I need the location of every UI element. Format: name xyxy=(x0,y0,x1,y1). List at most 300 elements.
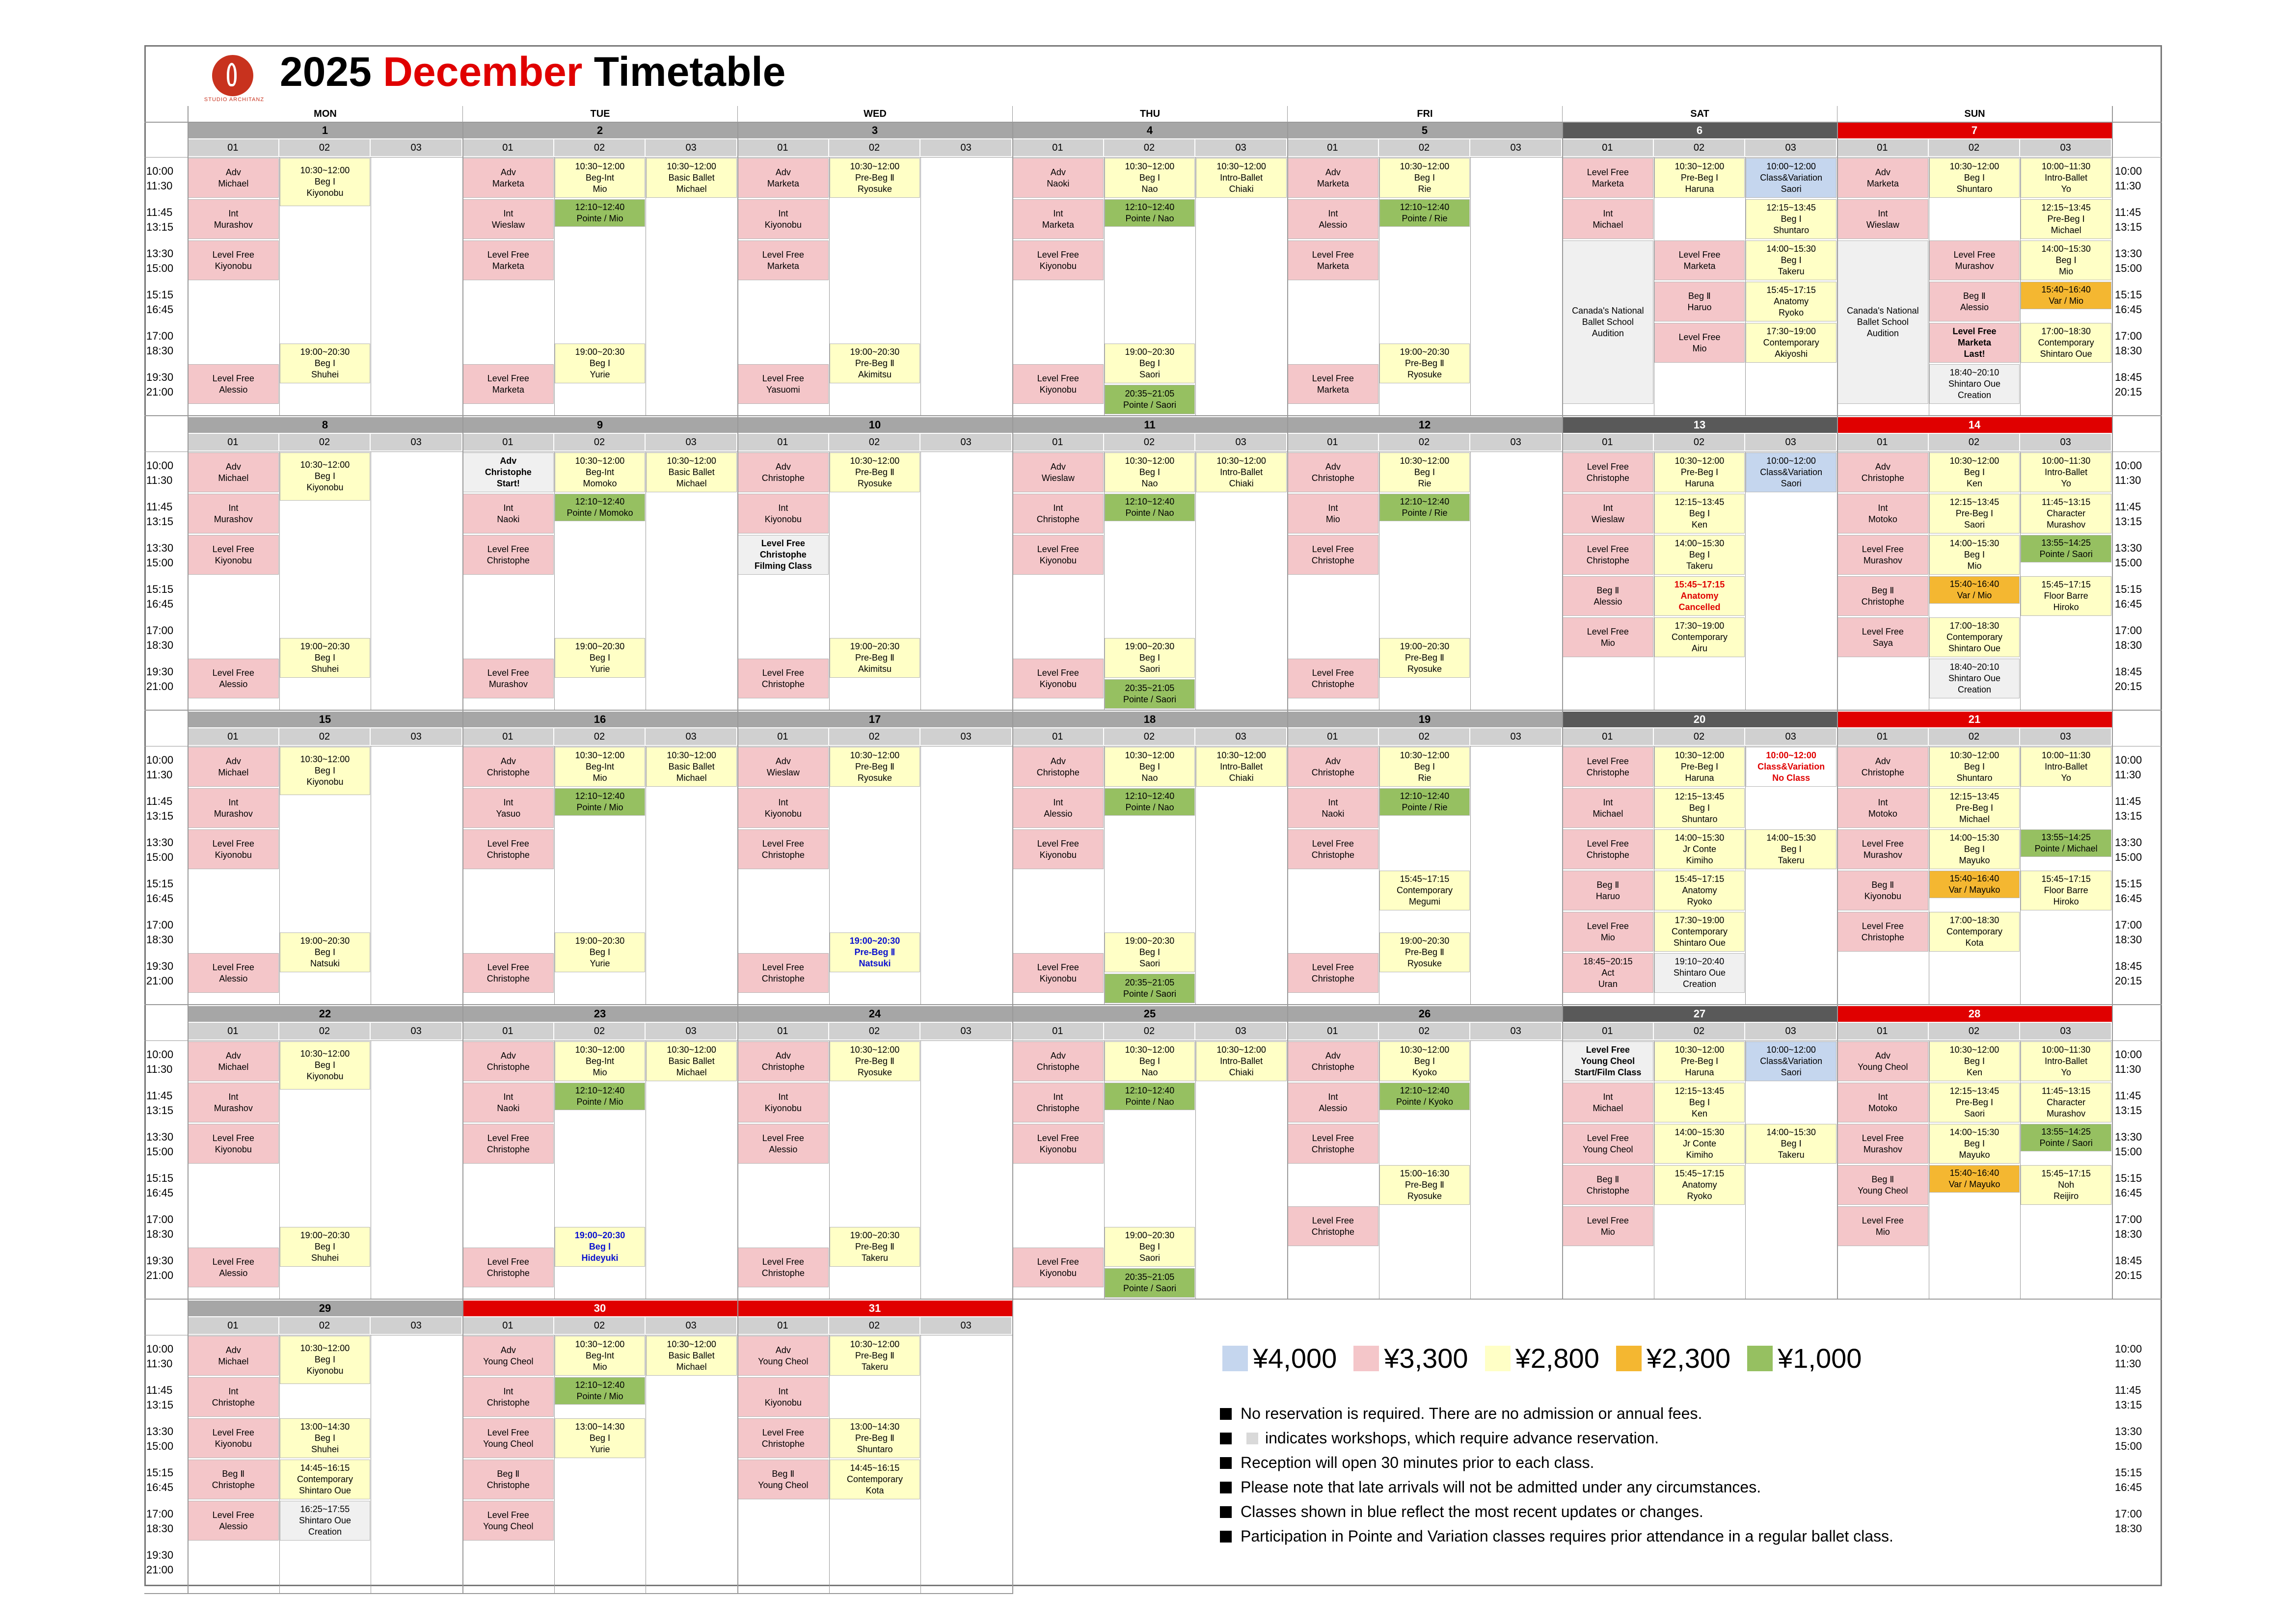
class-cell[interactable] xyxy=(1563,747,1653,787)
class-cell[interactable] xyxy=(2021,871,2111,910)
class-cell[interactable] xyxy=(1288,199,1378,239)
class-cell[interactable] xyxy=(463,364,554,404)
class-cell[interactable] xyxy=(555,747,646,787)
class-cell[interactable] xyxy=(830,1227,920,1267)
class-cell[interactable] xyxy=(188,199,279,239)
class-cell[interactable] xyxy=(1379,1041,1470,1081)
class-cell[interactable] xyxy=(1013,953,1104,993)
class-cell[interactable] xyxy=(1654,871,1745,910)
class-cell[interactable] xyxy=(830,1418,920,1458)
class-cell[interactable] xyxy=(1288,829,1378,869)
class-cell[interactable] xyxy=(738,788,829,828)
class-cell[interactable] xyxy=(463,199,554,239)
class-line: Kiyonobu xyxy=(764,514,802,524)
class-cell[interactable] xyxy=(1837,912,1928,952)
class-cell[interactable] xyxy=(1196,158,1287,198)
class-cell[interactable] xyxy=(1746,829,1837,869)
class-line: Pointe / Mio xyxy=(576,802,623,812)
class-cell[interactable] xyxy=(1837,617,1928,657)
class-cell[interactable] xyxy=(830,1041,920,1081)
class-cell[interactable] xyxy=(1746,452,1837,492)
class-cell[interactable] xyxy=(1379,199,1470,227)
class-cell[interactable] xyxy=(280,158,371,206)
class-cell[interactable] xyxy=(1837,747,1928,787)
class-cell[interactable] xyxy=(738,747,829,787)
class-cell[interactable] xyxy=(1379,1165,1470,1205)
class-cell[interactable] xyxy=(1013,364,1104,404)
class-cell[interactable] xyxy=(463,953,554,993)
class-cell[interactable] xyxy=(646,452,737,492)
class-cell[interactable] xyxy=(463,1124,554,1164)
class-cell[interactable] xyxy=(555,1377,646,1405)
class-cell[interactable] xyxy=(1563,912,1653,952)
class-cell[interactable] xyxy=(1563,199,1653,239)
class-cell[interactable] xyxy=(555,158,646,198)
class-cell[interactable] xyxy=(738,1460,829,1499)
class-cell[interactable] xyxy=(1654,452,1745,492)
class-cell[interactable] xyxy=(1563,1124,1653,1164)
class-cell[interactable] xyxy=(1379,158,1470,198)
class-cell[interactable] xyxy=(1105,344,1195,383)
class-cell[interactable] xyxy=(1746,323,1837,363)
class-cell[interactable] xyxy=(1654,747,1745,787)
class-cell[interactable] xyxy=(2021,494,2111,533)
class-cell[interactable] xyxy=(1929,1041,2020,1081)
class-cell[interactable] xyxy=(2021,452,2111,492)
class-cell[interactable] xyxy=(1105,1041,1195,1081)
class-cell[interactable] xyxy=(1379,932,1470,972)
class-cell[interactable] xyxy=(2021,829,2111,857)
class-cell[interactable] xyxy=(2021,1083,2111,1122)
class-cell[interactable] xyxy=(1105,199,1195,227)
class-cell[interactable] xyxy=(1837,494,1928,533)
class-cell[interactable] xyxy=(1105,1268,1195,1298)
class-cell[interactable] xyxy=(555,1083,646,1110)
class-cell[interactable] xyxy=(1379,452,1470,492)
class-cell[interactable] xyxy=(1563,494,1653,533)
class-cell[interactable] xyxy=(1105,638,1195,678)
class-line: Saori xyxy=(1139,370,1160,379)
class-cell[interactable] xyxy=(1105,1227,1195,1267)
class-cell[interactable] xyxy=(1654,1083,1745,1122)
class-cell[interactable] xyxy=(830,747,920,787)
class-cell[interactable] xyxy=(1654,323,1745,363)
class-cell[interactable] xyxy=(830,452,920,492)
class-cell[interactable] xyxy=(188,1501,279,1541)
class-cell[interactable] xyxy=(1929,535,2020,575)
class-cell[interactable] xyxy=(1105,679,1195,709)
class-line: Yo xyxy=(2061,1067,2071,1077)
class-cell[interactable] xyxy=(1105,747,1195,787)
class-line: Level Free xyxy=(212,667,254,678)
class-cell[interactable] xyxy=(1837,240,1928,404)
class-cell[interactable] xyxy=(738,1041,829,1081)
class-cell[interactable] xyxy=(1379,747,1470,787)
class-line: 13:00~14:30 xyxy=(575,1422,625,1432)
class-cell[interactable] xyxy=(1288,158,1378,198)
class-cell[interactable] xyxy=(1013,1041,1104,1081)
class-cell[interactable] xyxy=(280,1460,371,1499)
class-cell[interactable] xyxy=(646,1336,737,1376)
class-cell[interactable] xyxy=(463,1248,554,1287)
class-cell[interactable] xyxy=(1654,953,1745,993)
class-cell[interactable] xyxy=(2021,747,2111,787)
class-line: Int xyxy=(1603,503,1613,513)
class-cell[interactable] xyxy=(738,452,829,492)
class-cell[interactable] xyxy=(463,1377,554,1417)
class-cell[interactable] xyxy=(738,158,829,198)
class-cell[interactable] xyxy=(1196,1041,1287,1081)
class-cell[interactable] xyxy=(188,1124,279,1164)
class-cell[interactable] xyxy=(1013,1124,1104,1164)
class-cell[interactable] xyxy=(1013,659,1104,698)
class-cell[interactable] xyxy=(1013,747,1104,787)
class-cell[interactable] xyxy=(1288,494,1378,533)
class-cell[interactable] xyxy=(1654,1124,1745,1164)
class-cell[interactable] xyxy=(1013,535,1104,575)
class-cell[interactable] xyxy=(1929,323,2020,363)
class-line: Creation xyxy=(308,1527,342,1537)
class-cell[interactable] xyxy=(830,1460,920,1499)
class-cell[interactable] xyxy=(738,953,829,993)
day-divider xyxy=(1012,416,1013,711)
class-cell[interactable] xyxy=(1288,1206,1378,1246)
class-cell[interactable] xyxy=(1013,788,1104,828)
class-cell[interactable] xyxy=(188,240,279,280)
class-cell[interactable] xyxy=(1837,1041,1928,1081)
class-cell[interactable] xyxy=(1929,282,2020,321)
class-cell[interactable] xyxy=(1654,1041,1745,1081)
class-cell[interactable] xyxy=(1837,1124,1928,1164)
class-cell[interactable] xyxy=(463,452,554,492)
class-cell[interactable] xyxy=(1288,452,1378,492)
class-cell[interactable] xyxy=(1929,1165,2020,1193)
class-cell[interactable] xyxy=(1929,829,2020,869)
class-cell[interactable] xyxy=(2021,1165,2111,1205)
class-cell[interactable] xyxy=(1929,1124,2020,1164)
class-cell[interactable] xyxy=(1563,871,1653,910)
class-cell[interactable] xyxy=(463,158,554,198)
class-cell[interactable] xyxy=(1746,158,1837,198)
class-cell[interactable] xyxy=(188,158,279,198)
legend-swatch xyxy=(1616,1346,1642,1371)
class-cell[interactable] xyxy=(646,158,737,198)
class-line: Level Free xyxy=(762,1427,804,1437)
class-cell[interactable] xyxy=(1837,788,1928,828)
class-cell[interactable] xyxy=(1013,240,1104,280)
class-cell[interactable] xyxy=(1654,1165,1745,1205)
class-cell[interactable] xyxy=(1929,240,2020,280)
class-cell[interactable] xyxy=(1105,788,1195,816)
class-cell[interactable] xyxy=(1563,158,1653,198)
class-cell[interactable] xyxy=(830,344,920,383)
class-cell[interactable] xyxy=(188,953,279,993)
class-cell[interactable] xyxy=(2021,1041,2111,1081)
class-cell[interactable] xyxy=(1288,535,1378,575)
class-cell[interactable] xyxy=(830,932,920,972)
class-cell[interactable] xyxy=(555,1227,646,1267)
class-cell[interactable] xyxy=(1379,344,1470,383)
class-cell[interactable] xyxy=(1746,199,1837,239)
class-cell[interactable] xyxy=(463,1083,554,1122)
day-divider xyxy=(1837,122,1838,416)
class-cell[interactable] xyxy=(555,1041,646,1081)
class-line: 14:00~15:30 xyxy=(2041,244,2091,254)
class-cell[interactable] xyxy=(738,240,829,280)
class-cell[interactable] xyxy=(1654,240,1745,280)
class-cell[interactable] xyxy=(1837,158,1928,198)
class-cell[interactable] xyxy=(1929,1083,2020,1122)
class-cell[interactable] xyxy=(463,1418,554,1458)
class-cell[interactable] xyxy=(738,535,829,575)
class-cell[interactable] xyxy=(1288,364,1378,404)
class-cell[interactable] xyxy=(1746,240,1837,280)
class-line: Murashov xyxy=(1863,555,1902,565)
class-line: Marketa xyxy=(492,384,524,395)
class-cell[interactable] xyxy=(1929,364,2020,404)
class-cell[interactable] xyxy=(1013,158,1104,198)
class-cell[interactable] xyxy=(188,659,279,698)
class-cell[interactable] xyxy=(1013,494,1104,533)
class-cell[interactable] xyxy=(1563,1083,1653,1122)
class-cell[interactable] xyxy=(1654,912,1745,952)
class-cell[interactable] xyxy=(1105,974,1195,1003)
class-cell[interactable] xyxy=(1654,282,1745,321)
class-cell[interactable] xyxy=(1288,747,1378,787)
class-cell[interactable] xyxy=(555,638,646,678)
class-cell[interactable] xyxy=(1379,638,1470,678)
class-cell[interactable] xyxy=(1105,494,1195,521)
class-cell[interactable] xyxy=(463,1501,554,1541)
class-cell[interactable] xyxy=(280,1041,371,1090)
class-cell[interactable] xyxy=(280,1501,371,1541)
class-cell[interactable] xyxy=(1013,199,1104,239)
class-cell[interactable] xyxy=(555,1336,646,1376)
class-cell[interactable] xyxy=(738,1418,829,1458)
class-cell[interactable] xyxy=(188,452,279,492)
class-cell[interactable] xyxy=(1379,1083,1470,1110)
class-cell[interactable] xyxy=(1929,576,2020,604)
class-cell[interactable] xyxy=(1654,494,1745,533)
class-cell[interactable] xyxy=(1654,535,1745,575)
class-cell[interactable] xyxy=(738,829,829,869)
class-cell[interactable] xyxy=(1837,1083,1928,1122)
class-cell[interactable] xyxy=(2021,576,2111,616)
class-cell[interactable] xyxy=(1105,452,1195,492)
class-cell[interactable] xyxy=(1929,912,2020,952)
class-cell[interactable] xyxy=(1563,535,1653,575)
class-cell[interactable] xyxy=(280,932,371,972)
class-cell[interactable] xyxy=(1013,829,1104,869)
class-line: Haruna xyxy=(1685,184,1714,194)
class-cell[interactable] xyxy=(738,1083,829,1122)
class-cell[interactable] xyxy=(1563,1041,1653,1081)
class-cell[interactable] xyxy=(280,1336,371,1384)
class-cell[interactable] xyxy=(2021,535,2111,562)
class-cell[interactable] xyxy=(1563,953,1653,993)
class-cell[interactable] xyxy=(1288,659,1378,698)
class-cell[interactable] xyxy=(1013,1248,1104,1287)
class-cell[interactable] xyxy=(1837,535,1928,575)
class-cell[interactable] xyxy=(555,788,646,816)
class-cell[interactable] xyxy=(738,659,829,698)
class-cell[interactable] xyxy=(463,659,554,698)
class-cell[interactable] xyxy=(1288,1083,1378,1122)
class-cell[interactable] xyxy=(1105,158,1195,198)
class-cell[interactable] xyxy=(830,1336,920,1376)
class-cell[interactable] xyxy=(1196,747,1287,787)
class-cell[interactable] xyxy=(1837,576,1928,616)
class-cell[interactable] xyxy=(555,452,646,492)
class-cell[interactable] xyxy=(280,452,371,501)
slot-divider xyxy=(920,452,921,711)
class-cell[interactable] xyxy=(2021,240,2111,280)
class-cell[interactable] xyxy=(188,535,279,575)
class-cell[interactable] xyxy=(1013,452,1104,492)
class-cell[interactable] xyxy=(188,1418,279,1458)
class-cell[interactable] xyxy=(188,1460,279,1499)
class-cell[interactable] xyxy=(463,535,554,575)
class-cell[interactable] xyxy=(646,1041,737,1081)
class-cell[interactable] xyxy=(830,638,920,678)
class-cell[interactable] xyxy=(555,494,646,521)
class-line: Level Free xyxy=(1037,544,1079,554)
class-cell[interactable] xyxy=(1654,576,1745,616)
class-cell[interactable] xyxy=(280,1418,371,1458)
class-cell[interactable] xyxy=(1929,158,2020,198)
class-cell[interactable] xyxy=(1288,788,1378,828)
class-cell[interactable] xyxy=(555,932,646,972)
class-cell[interactable] xyxy=(1837,871,1928,910)
class-cell[interactable] xyxy=(188,1041,279,1081)
legend-item xyxy=(1353,1342,1468,1374)
class-cell[interactable] xyxy=(830,158,920,198)
class-cell[interactable] xyxy=(463,829,554,869)
class-cell[interactable] xyxy=(1288,240,1378,280)
class-cell[interactable] xyxy=(188,788,279,828)
class-cell[interactable] xyxy=(1563,829,1653,869)
class-cell[interactable] xyxy=(1196,452,1287,492)
class-cell[interactable] xyxy=(188,747,279,787)
class-cell[interactable] xyxy=(463,240,554,280)
class-cell[interactable] xyxy=(280,638,371,678)
class-cell[interactable] xyxy=(1929,659,2020,698)
class-cell[interactable] xyxy=(738,1377,829,1417)
class-cell[interactable] xyxy=(1654,158,1745,198)
class-cell[interactable] xyxy=(646,747,737,787)
class-cell[interactable] xyxy=(738,494,829,533)
class-cell[interactable] xyxy=(1563,452,1653,492)
class-cell[interactable] xyxy=(555,199,646,227)
class-cell[interactable] xyxy=(1013,1083,1104,1122)
class-cell[interactable] xyxy=(1746,747,1837,787)
class-cell[interactable] xyxy=(1563,240,1653,404)
class-cell[interactable] xyxy=(463,788,554,828)
class-cell[interactable] xyxy=(1563,1206,1653,1246)
class-cell[interactable] xyxy=(738,1336,829,1376)
class-cell[interactable] xyxy=(1654,829,1745,869)
class-cell[interactable] xyxy=(1929,747,2020,787)
class-cell[interactable] xyxy=(1929,788,2020,828)
class-cell[interactable] xyxy=(738,364,829,404)
class-cell[interactable] xyxy=(1288,1124,1378,1164)
class-line: Beg Ⅰ xyxy=(314,1060,336,1070)
class-cell[interactable] xyxy=(1837,452,1928,492)
class-cell[interactable] xyxy=(1288,953,1378,993)
class-cell[interactable] xyxy=(1563,576,1653,616)
class-cell[interactable] xyxy=(188,1377,279,1417)
class-cell[interactable] xyxy=(463,1041,554,1081)
class-cell[interactable] xyxy=(280,747,371,795)
class-cell[interactable] xyxy=(188,1083,279,1122)
class-cell[interactable] xyxy=(188,364,279,404)
class-cell[interactable] xyxy=(188,1248,279,1287)
class-line: Beg Ⅰ xyxy=(1139,653,1161,663)
class-cell[interactable] xyxy=(280,1227,371,1267)
class-cell[interactable] xyxy=(738,1248,829,1287)
class-cell[interactable] xyxy=(1746,282,1837,321)
class-line: Nao xyxy=(1141,479,1158,488)
class-cell[interactable] xyxy=(1379,871,1470,910)
class-cell[interactable] xyxy=(463,1336,554,1376)
class-cell[interactable] xyxy=(1379,494,1470,521)
class-cell[interactable] xyxy=(188,1336,279,1376)
class-cell[interactable] xyxy=(1837,829,1928,869)
class-cell[interactable] xyxy=(1105,1083,1195,1110)
class-line: Level Free xyxy=(1037,1256,1079,1267)
class-cell[interactable] xyxy=(2021,158,2111,198)
class-cell[interactable] xyxy=(555,1418,646,1458)
class-cell[interactable] xyxy=(1929,452,2020,492)
class-cell[interactable] xyxy=(463,747,554,787)
class-cell[interactable] xyxy=(555,344,646,383)
class-cell[interactable] xyxy=(1563,1165,1653,1205)
class-cell[interactable] xyxy=(1929,871,2020,898)
class-cell[interactable] xyxy=(2021,323,2111,363)
class-line: 10:30~12:00 xyxy=(300,1343,350,1354)
day-divider xyxy=(1287,1005,1288,1300)
class-cell[interactable] xyxy=(738,1124,829,1164)
class-cell[interactable] xyxy=(463,494,554,533)
class-cell[interactable] xyxy=(1837,1165,1928,1205)
class-cell[interactable] xyxy=(1379,788,1470,816)
class-cell[interactable] xyxy=(1288,1041,1378,1081)
class-line: 12:15~13:45 xyxy=(1675,497,1725,507)
class-cell[interactable] xyxy=(463,1460,554,1499)
class-cell[interactable] xyxy=(280,344,371,383)
class-cell[interactable] xyxy=(1837,1206,1928,1246)
class-cell[interactable] xyxy=(1746,1041,1837,1081)
class-cell[interactable] xyxy=(1654,617,1745,657)
class-cell[interactable] xyxy=(188,829,279,869)
class-cell[interactable] xyxy=(738,199,829,239)
class-cell[interactable] xyxy=(2021,282,2111,309)
class-cell[interactable] xyxy=(1563,788,1653,828)
class-line: Christophe xyxy=(1861,596,1904,607)
class-cell[interactable] xyxy=(1105,385,1195,414)
class-cell[interactable] xyxy=(1563,617,1653,657)
class-line: Ryosuke xyxy=(857,1067,892,1077)
class-cell[interactable] xyxy=(1837,199,1928,239)
class-cell[interactable] xyxy=(1746,1124,1837,1164)
class-cell[interactable] xyxy=(1654,788,1745,828)
class-cell[interactable] xyxy=(1929,617,2020,657)
class-cell[interactable] xyxy=(2021,199,2111,239)
class-cell[interactable] xyxy=(1929,494,2020,533)
class-cell[interactable] xyxy=(188,494,279,533)
class-cell[interactable] xyxy=(2021,1124,2111,1151)
class-cell[interactable] xyxy=(1105,932,1195,972)
